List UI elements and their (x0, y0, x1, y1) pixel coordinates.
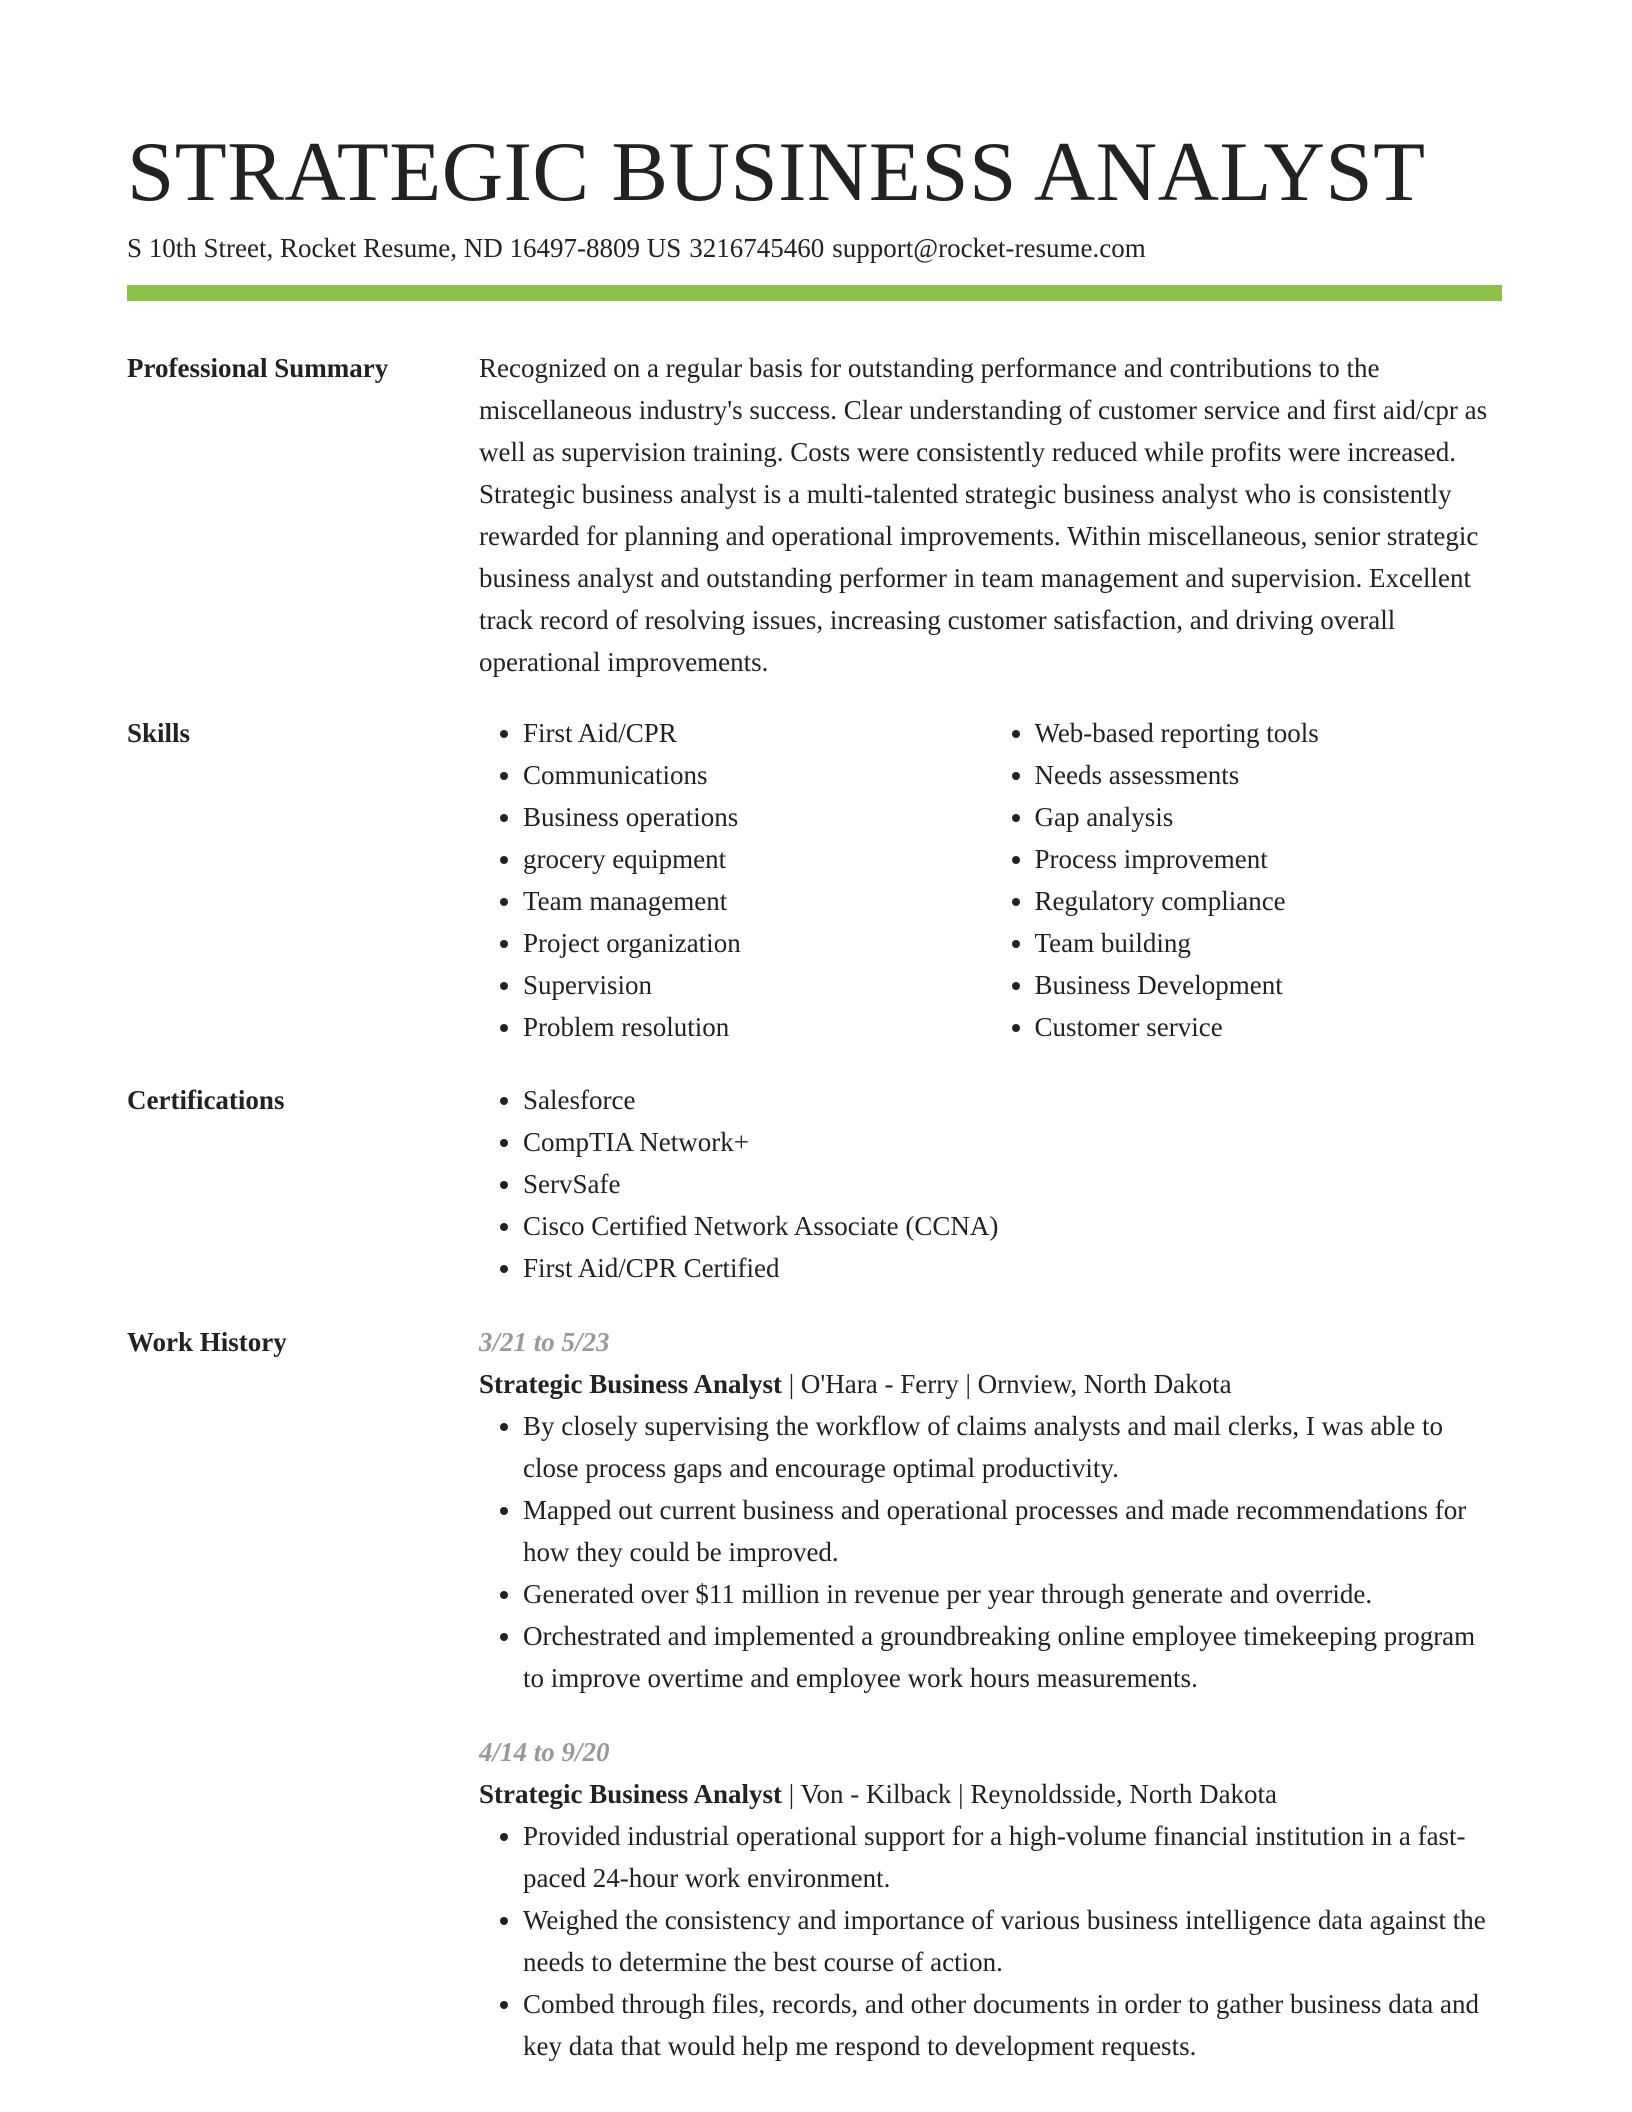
certification-item: • Cisco Certified Network Associate (CCNA) (523, 1205, 1502, 1247)
certification-item: • Salesforce (523, 1079, 1502, 1121)
job-dates: 3/21 to 5/23 (479, 1327, 610, 1357)
job-bullets (479, 1405, 1502, 1699)
skill-item: • Team building (1035, 922, 1503, 964)
skill-item: • Needs assessments (1035, 754, 1503, 796)
skills-list-right (991, 712, 1503, 1048)
summary-text: Recognized on a regular basis for outstanding performance and contributions to the miscellaneous industry's success. Clear understanding of customer service and first aid/cpr as well as supervision training. Costs were consistently reduced while profits were increased. Strategic business analyst is a multi-talented strategic business analyst who is consistently rewarded for planning and operational improvements. Within miscellaneous, senior strategic business analyst and outstanding performer in team management and supervision. Excellent track record of resolving issues, increasing customer satisfaction, and driving overall operational improvements. (479, 353, 1488, 677)
work-history-body (479, 1321, 1502, 2087)
skill-item: • Gap analysis (1035, 796, 1503, 838)
skill-item: • grocery equipment (523, 838, 991, 880)
certifications-body (479, 1079, 1502, 1289)
job-bullet: • Orchestrated and implemented a groundbreaking online employee timekeeping program to improve overtime and employee work hours measurements. (523, 1615, 1502, 1699)
summary-label: Professional Summary (127, 353, 389, 383)
skill-item: • Regulatory compliance (1035, 880, 1503, 922)
job-bullet: • Mapped out current business and operational processes and made recommendations for how they could be improved. (523, 1489, 1502, 1573)
job-bullet: • By closely supervising the workflow of claims analysts and mail clerks, I was able to close process gaps and encourage optimal productivity. (523, 1405, 1502, 1489)
job-bullet: • Generated over $11 million in revenue per year through generate and override. (523, 1573, 1502, 1615)
skill-item: • Team management (523, 880, 991, 922)
skill-item: • Customer service (1035, 1006, 1503, 1048)
skill-item: • Communications (523, 754, 991, 796)
skill-item: • Web-based reporting tools (1035, 712, 1503, 754)
skill-item: • Business operations (523, 796, 991, 838)
contact-phone: 3216745460 (689, 233, 825, 263)
job-bullet: • Weighed the consistency and importance of various business intelligence data against the needs to determine the best course of action. (523, 1899, 1502, 1983)
job-title-line (479, 1363, 1502, 1405)
work-history-label: Work History (127, 1327, 287, 1357)
certification-item: • ServSafe (523, 1163, 1502, 1205)
contact-email: support@rocket-resume.com (832, 233, 1146, 263)
job-title: Strategic Business Analyst (479, 1779, 783, 1809)
skills-label: Skills (127, 718, 191, 748)
job-bullets (479, 1815, 1502, 2067)
skill-item: • Project organization (523, 922, 991, 964)
summary-body (479, 347, 1502, 683)
accent-divider (127, 285, 1502, 301)
contact-line (127, 230, 1154, 266)
contact-address: S 10th Street, Rocket Resume, ND 16497-8809 US (127, 233, 682, 263)
skill-item: • Process improvement (1035, 838, 1503, 880)
certifications-label: Certifications (127, 1085, 285, 1115)
job-title: Strategic Business Analyst (479, 1369, 783, 1399)
skill-item: • Business Development (1035, 964, 1503, 1006)
skill-item: • Problem resolution (523, 1006, 991, 1048)
job-title-line (479, 1773, 1502, 1815)
certifications-list (479, 1079, 1502, 1289)
job-details: | Von - Kilback | Reynoldsside, North Dakota (782, 1779, 1278, 1809)
job-entry (479, 1321, 1502, 1699)
job-bullet: • Provided industrial operational support for a high-volume financial institution in a fast-paced 24-hour work environment. (523, 1815, 1502, 1899)
job-bullet: • Combed through files, records, and other documents in order to gather business data and key data that would help me respond to development requests. (523, 1983, 1502, 2067)
job-details: | O'Hara - Ferry | Ornview, North Dakota (782, 1369, 1232, 1399)
skills-body (479, 712, 1502, 1048)
resume-name-heading: STRATEGIC BUSINESS ANALYST (127, 125, 1426, 219)
job-dates: 4/14 to 9/20 (479, 1737, 610, 1767)
certification-item: • First Aid/CPR Certified (523, 1247, 1502, 1289)
skills-list-left (479, 712, 991, 1048)
skill-item: • First Aid/CPR (523, 712, 991, 754)
skill-item: • Supervision (523, 964, 991, 1006)
job-entry (479, 1731, 1502, 2067)
certification-item: • CompTIA Network+ (523, 1121, 1502, 1163)
